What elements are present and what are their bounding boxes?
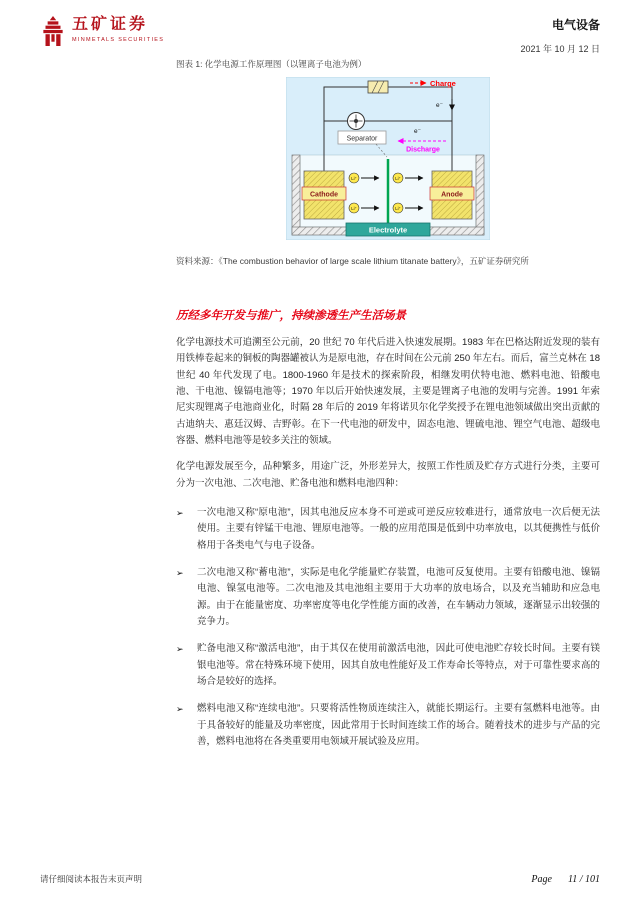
bullet-marker: ➢ bbox=[176, 507, 184, 518]
sector-title: 电气设备 bbox=[551, 18, 600, 32]
discharge-label: Discharge bbox=[406, 146, 440, 154]
paragraph: 化学电源发展至今，品种繁多，用途广泛，外形差异大，按照工作性质及贮存方式进行分类，主要可分为一次电池、二次电池、贮备电池和燃料电池四种： bbox=[176, 461, 600, 489]
bullet-item bbox=[176, 505, 600, 554]
page-number bbox=[531, 874, 600, 885]
svg-text:Li⁺: Li⁺ bbox=[395, 205, 401, 211]
footer-disclaimer: 请仔细阅读本报告末页声明 bbox=[40, 874, 143, 884]
minmetals-logo-icon bbox=[40, 16, 66, 46]
bullet-list bbox=[176, 505, 600, 750]
battery-diagram bbox=[286, 77, 490, 245]
brand-name-en: MINMETALS SECURITIES bbox=[72, 37, 165, 44]
bullet-text: 二次电池又称“蓄电池”，实际是电化学能量贮存装置，电池可反复使用。主要有铅酸电池、镍镉电池、镍氢电池等。二次电池及其电池组主要用于大功率的放电场合，以及充当辅助和应急电源。由于在能量密度、功率密度等电化学性能方面的改善，在车辆动力领域，逐渐显示出较强的竞争力。 bbox=[197, 566, 600, 627]
bullet-text: 燃料电池又称“连续电池”。只要将活性物质连续注入，就能长期运行。主要有氢燃料电池等。由于具备较好的能量及功率密度，因此常用于长时间连续工作的场合。随着技术的进步与产品的完善，燃料电池将在各类重要用电领域开展试验及应用。 bbox=[197, 703, 600, 747]
paragraph: 化学电源技术可追溯至公元前，20 世纪 70 年代后进入快速发展期。1983 年在巴格达附近发现的装有用铁棒卷起来的铜板的陶器罐被认为是原电池，存在时间在公元前 250 年左右。而后，富兰克林在 18 世纪 40 年代发现了电。1800-1960 年是技术的探索阶段，相继发明伏特电池、燃料电池、铅酸电池、干电池、镍镉电池等；1970 年以后开始快速发展，主要是锂离子电池的发明与完善。1991 年索尼实现锂离子电池商业化，时隔 28 年后的 2019 年将诺贝尔化学奖授予在锂电池领域做出突出贡献的古迪纳夫、惠廷汉姆、吉野彰。在下一代电池的研发中，固态电池、锂硫电池、锂空气电池、超级电容器、燃料电池等是较多关注的领域。 bbox=[176, 337, 600, 446]
bullet-item bbox=[176, 641, 600, 690]
brand bbox=[40, 16, 164, 46]
anode-label: Anode bbox=[441, 191, 463, 199]
charge-label: Charge bbox=[430, 79, 456, 88]
figure-caption: 图表 1: 化学电源工作原理图（以锂离子电池为例） bbox=[176, 59, 367, 69]
electron-label: e⁻ bbox=[414, 128, 422, 135]
section-heading: 历经多年开发与推广，持续渗透生产生活场景 bbox=[176, 310, 406, 322]
svg-text:Li⁺: Li⁺ bbox=[351, 205, 357, 211]
motor-icon bbox=[348, 113, 365, 130]
cathode-label: Cathode bbox=[310, 191, 338, 199]
bullet-marker: ➢ bbox=[176, 704, 184, 715]
page-value: 11 / 101 bbox=[567, 874, 600, 885]
brand-name: 五矿证券 bbox=[72, 16, 149, 33]
battery-diagram-svg bbox=[286, 77, 490, 240]
electrolyte-label: Electrolyte bbox=[368, 225, 408, 235]
svg-text:Li⁺: Li⁺ bbox=[351, 175, 357, 181]
cell-wall-left bbox=[292, 155, 300, 235]
svg-text:Li⁺: Li⁺ bbox=[395, 175, 401, 181]
bullet-marker: ➢ bbox=[176, 644, 184, 655]
report-body bbox=[176, 58, 600, 761]
resistor-icon bbox=[368, 81, 388, 93]
bullet-item bbox=[176, 701, 600, 750]
report-footer bbox=[40, 873, 600, 885]
cell-wall-right bbox=[476, 155, 484, 235]
report-date: 2021 年 10 月 12 日 bbox=[520, 44, 600, 54]
figure-source: 资料来源：《The combustion behavior of large scale lithium titanate battery》，五矿证券研究所 bbox=[176, 256, 529, 266]
separator-label: Separator bbox=[346, 135, 378, 143]
electron-label: e⁻ bbox=[436, 102, 444, 109]
page-label: Page bbox=[531, 874, 552, 885]
brand-text bbox=[72, 16, 164, 43]
bullet-text: 一次电池又称“原电池”，因其电池反应本身不可逆或可逆反应较难进行，通常放电一次后便无法使用。主要有锌锰干电池、锂原电池等。一般的应用范围是低到中功率放电，以其便携性与低价格用于各类电气与电子设备。 bbox=[197, 506, 600, 551]
bullet-marker: ➢ bbox=[176, 567, 184, 578]
report-header bbox=[40, 16, 600, 55]
bullet-text: 贮备电池又称“激活电池”，由于其仅在使用前激活电池，因此可使电池贮存较长时间。主要有镁银电池等。常在特殊环境下使用，因其自放电性能好及工作寿命长等特点，对于可靠性要求高的场合是较好的选择。 bbox=[197, 643, 600, 687]
header-meta bbox=[520, 16, 600, 55]
bullet-item bbox=[176, 565, 600, 630]
